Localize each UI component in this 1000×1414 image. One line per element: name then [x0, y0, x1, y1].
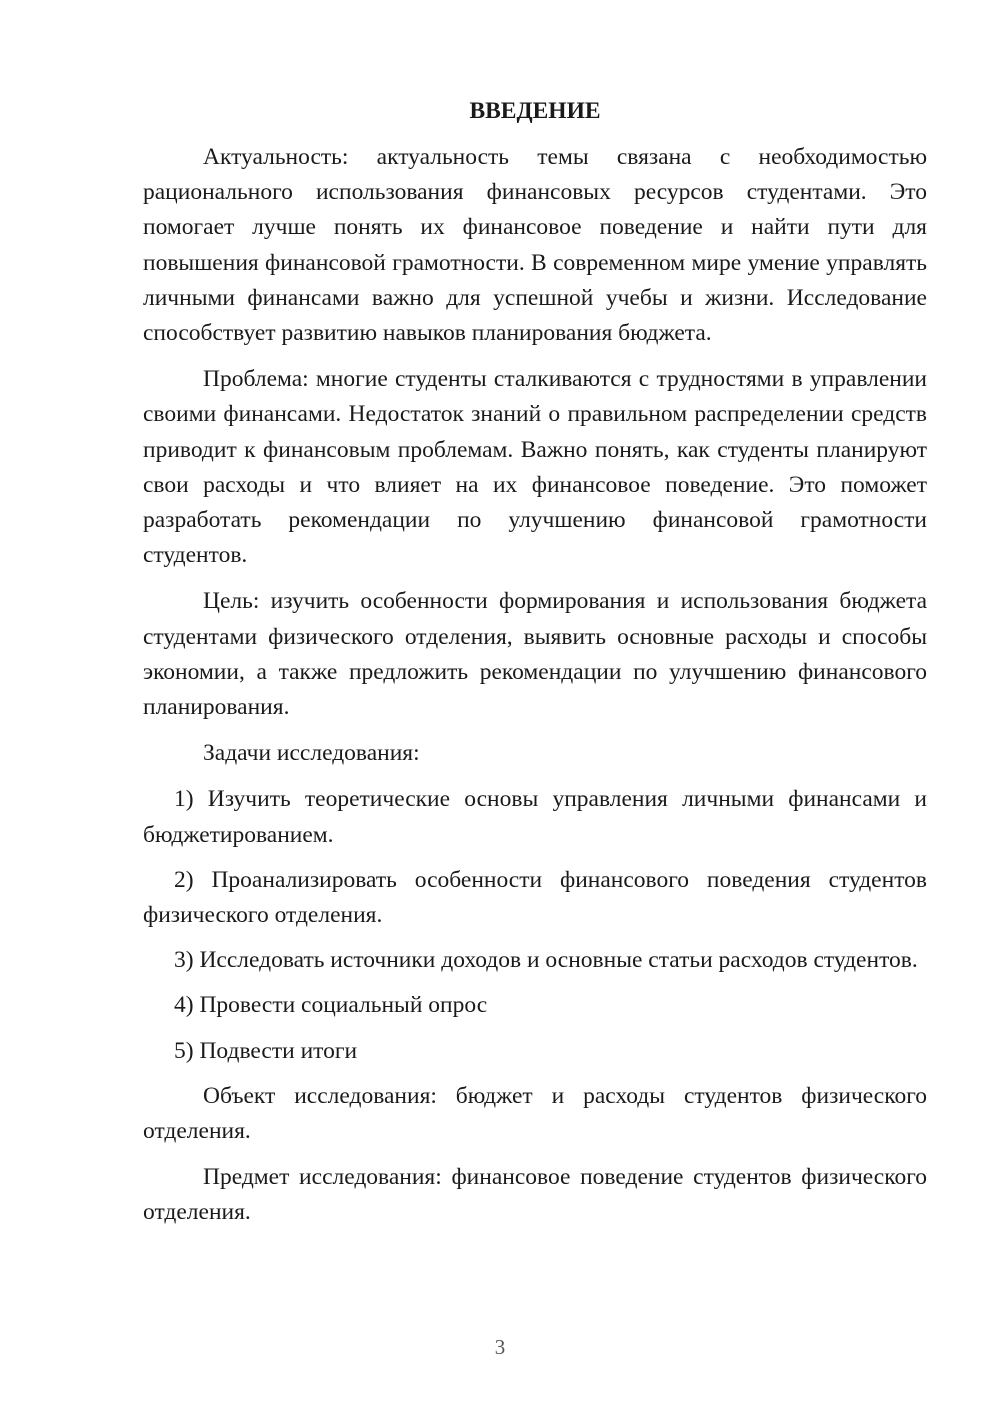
document-body	[143, 94, 927, 1242]
paragraph-problem: Проблема: многие студенты сталкиваются с трудностями в управлении своими финансами. Недостаток знаний о правильном распределении средств приводит к финансовым проблемам. Важно понять, как студенты планируют свои расходы и что влияет на их финансовое поведение. Это поможет разработать рекомендации по улучшению финансовой грамотности студентов.	[143, 366, 927, 569]
paragraph-object: Объект исследования: бюджет и расходы студентов физического отделения.	[143, 1082, 927, 1145]
task-item-2: 2) Проанализировать особенности финансового поведения студентов физического отделения.	[143, 866, 927, 929]
task-item-5: 5) Подвести итоги	[174, 1037, 358, 1064]
tasks-heading: Задачи исследования:	[203, 740, 420, 767]
task-item-3: 3) Исследовать источники доходов и основные статьи расходов студентов.	[174, 947, 918, 974]
paragraph-relevance: Актуальность: актуальность темы связана с необходимостью рационального использования финансовых ресурсов студентами. Это помогает лучше понять их финансовое поведение и найти пути для повышения финансовой грамотности. В современном мире умение управлять личными финансами важно для успешной учебы и жизни. Исследование способствует развитию навыков планирования бюджета.	[143, 144, 927, 347]
paragraph-subject: Предмет исследования: финансовое поведение студентов физического отделения.	[143, 1164, 927, 1226]
section-title: ВВЕДЕНИЕ	[469, 98, 601, 124]
task-item-4: 4) Провести социальный опрос	[174, 992, 488, 1019]
task-item-1: 1) Изучить теоретические основы управления личными финансами и бюджетированием.	[143, 786, 927, 848]
page-number: 3	[494, 1335, 506, 1359]
paragraph-goal: Цель: изучить особенности формирования и использования бюджета студентами физического отделения, выявить основные расходы и способы экономии, а также предложить рекомендации по улучшению финансового планирования.	[143, 588, 927, 721]
